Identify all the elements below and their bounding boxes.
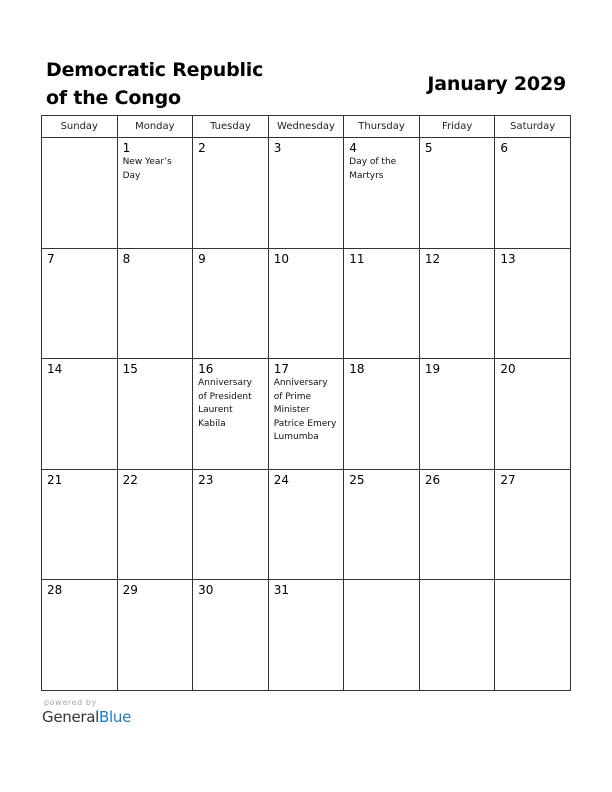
day-number: 22 (122, 472, 138, 487)
holiday-label: Anniversary (198, 378, 252, 388)
day-cell-31 (268, 580, 344, 691)
day-cell-7 (42, 248, 118, 359)
day-cell-17 (268, 359, 344, 470)
holiday-label: of Prime (273, 391, 311, 402)
day-number: 5 (424, 141, 433, 155)
day-number: 27 (500, 472, 516, 487)
week-row (42, 359, 571, 470)
day-cell-4 (344, 138, 420, 249)
holiday-label: Day of the (349, 157, 397, 167)
day-number: 13 (500, 251, 516, 266)
day-number: 18 (349, 362, 365, 376)
holiday-label: Laurent (198, 405, 233, 415)
holiday-label: Lumumba (273, 432, 319, 442)
holiday-label: Patrice Emery (273, 418, 337, 429)
day-cell-22 (117, 469, 193, 580)
day-number: 10 (273, 251, 289, 266)
day-cell-10 (268, 248, 344, 359)
week-row (42, 469, 571, 580)
empty-day-cell (42, 138, 118, 249)
day-number: 6 (500, 141, 509, 155)
country-title-line2: of the Congo (46, 87, 181, 109)
weekday-header-thursday: Thursday (344, 116, 420, 138)
weekday-header-tuesday: Tuesday (193, 116, 269, 138)
day-number: 15 (122, 362, 138, 376)
day-cell-20 (495, 359, 571, 470)
day-number: 17 (273, 362, 289, 376)
week-row (42, 248, 571, 359)
day-cell-2 (193, 138, 269, 249)
day-cell-26 (419, 469, 495, 580)
day-number: 9 (198, 251, 206, 266)
calendar-grid (41, 115, 571, 691)
weekday-header-friday: Friday (419, 116, 495, 138)
day-cell-18 (344, 359, 420, 470)
day-number: 4 (349, 141, 357, 155)
powered-by-label: powered by (44, 698, 97, 707)
day-cell-16 (193, 359, 269, 470)
holiday-label: New Year’s (122, 157, 172, 167)
day-number: 31 (273, 583, 289, 597)
empty-day-cell (344, 580, 420, 691)
month-year-title: January 2029 (427, 73, 566, 95)
day-cell-21 (42, 469, 118, 580)
day-number: 29 (122, 583, 138, 597)
day-number: 8 (122, 251, 131, 266)
day-number: 28 (47, 583, 63, 597)
day-cell-15 (117, 359, 193, 470)
day-number: 25 (349, 472, 365, 487)
day-cell-8 (117, 248, 193, 359)
day-cell-27 (495, 469, 571, 580)
brand-blue-text: Blue (99, 708, 132, 726)
day-cell-5 (419, 138, 495, 249)
day-number: 23 (198, 472, 214, 487)
day-cell-1 (117, 138, 193, 249)
week-row (42, 580, 571, 691)
day-cell-3 (268, 138, 344, 249)
day-number: 1 (122, 141, 131, 155)
day-number: 7 (47, 251, 55, 266)
weekday-header-wednesday: Wednesday (268, 116, 344, 138)
empty-day-cell (419, 580, 495, 691)
day-cell-25 (344, 469, 420, 580)
calendar-body (42, 138, 571, 691)
day-cell-13 (495, 248, 571, 359)
day-number: 11 (349, 251, 365, 266)
holiday-label: Minister (273, 405, 310, 415)
day-cell-9 (193, 248, 269, 359)
brand-general-text: General (42, 708, 100, 726)
country-title (46, 56, 326, 112)
day-cell-29 (117, 580, 193, 691)
day-number: 3 (273, 141, 282, 155)
day-cell-23 (193, 469, 269, 580)
day-cell-14 (42, 359, 118, 470)
day-cell-12 (419, 248, 495, 359)
holiday-label: Kabila (198, 418, 226, 429)
weekday-header-monday: Monday (117, 116, 193, 138)
day-number: 2 (198, 141, 206, 155)
holiday-label: of President (198, 391, 252, 402)
day-cell-6 (495, 138, 571, 249)
day-number: 20 (500, 362, 516, 376)
day-number: 16 (198, 362, 214, 376)
day-number: 19 (424, 362, 441, 376)
day-cell-24 (268, 469, 344, 580)
generalblue-logo[interactable] (42, 708, 131, 726)
day-number: 12 (424, 251, 441, 266)
empty-day-cell (495, 580, 571, 691)
holiday-label: Martyrs (349, 170, 384, 181)
holiday-label: Anniversary (273, 378, 328, 388)
day-number: 26 (424, 472, 441, 487)
country-title-line1: Democratic Republic (46, 59, 264, 81)
day-cell-19 (419, 359, 495, 470)
weekday-header-sunday: Sunday (42, 116, 118, 138)
holiday-label: Day (122, 170, 141, 181)
day-number: 24 (273, 472, 289, 487)
week-row (42, 138, 571, 249)
day-number: 14 (47, 362, 63, 376)
day-cell-28 (42, 580, 118, 691)
day-number: 21 (47, 472, 63, 487)
day-number: 30 (198, 583, 214, 597)
weekday-header-row (42, 116, 571, 138)
day-cell-11 (344, 248, 420, 359)
day-cell-30 (193, 580, 269, 691)
weekday-header-saturday: Saturday (495, 116, 571, 138)
